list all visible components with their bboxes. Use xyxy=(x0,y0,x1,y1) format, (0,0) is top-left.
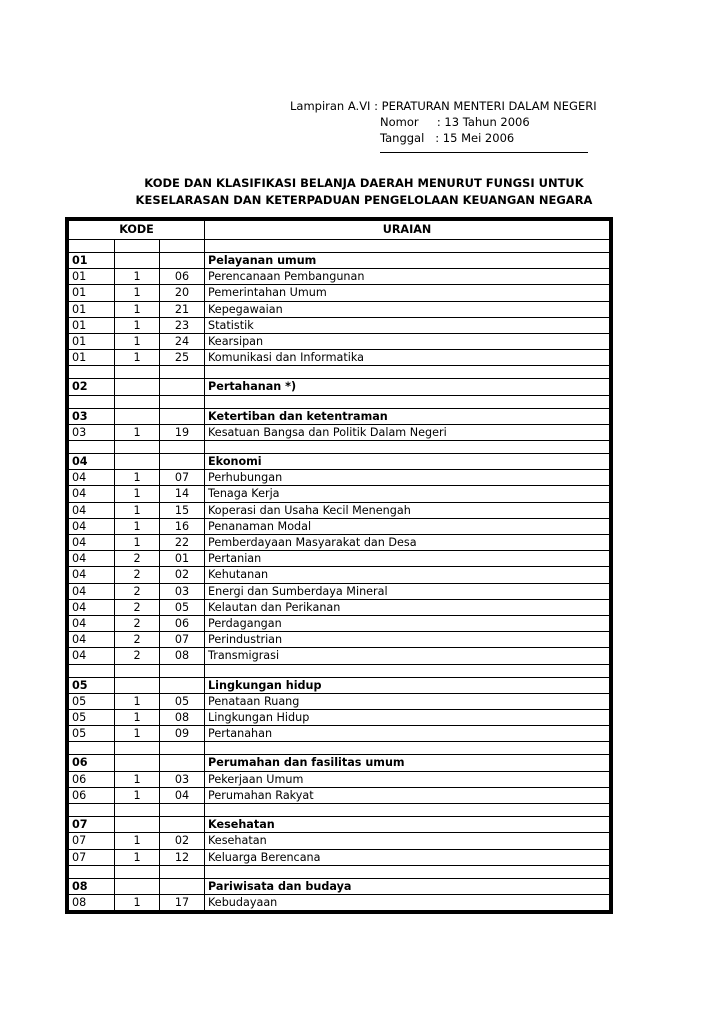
description: Pelayanan umum xyxy=(205,253,610,269)
function-code: 07 xyxy=(69,817,115,833)
table-row xyxy=(69,486,610,502)
spacer-cell xyxy=(115,441,160,454)
spacer-cell xyxy=(115,742,160,755)
detail-code: 19 xyxy=(160,424,205,440)
function-code: 04 xyxy=(69,599,115,615)
table-row xyxy=(69,317,610,333)
description: Pemberdayaan Masyarakat dan Desa xyxy=(205,535,610,551)
description: Transmigrasi xyxy=(205,648,610,664)
description: Pariwisata dan budaya xyxy=(205,878,610,894)
sub-code: 2 xyxy=(115,599,160,615)
detail-code: 22 xyxy=(160,535,205,551)
function-code: 07 xyxy=(69,849,115,865)
function-code: 04 xyxy=(69,535,115,551)
sub-code: 2 xyxy=(115,632,160,648)
description: Perdagangan xyxy=(205,616,610,632)
spacer-cell xyxy=(205,742,610,755)
table-row xyxy=(69,616,610,632)
description: Kesehatan xyxy=(205,817,610,833)
spacer-cell xyxy=(160,664,205,677)
sub-code xyxy=(115,755,160,771)
sub-code: 1 xyxy=(115,833,160,849)
spacer-cell xyxy=(69,366,115,379)
sub-code: 1 xyxy=(115,301,160,317)
description: Perindustrian xyxy=(205,632,610,648)
description: Perhubungan xyxy=(205,470,610,486)
function-code: 01 xyxy=(69,269,115,285)
sub-code xyxy=(115,253,160,269)
detail-code: 16 xyxy=(160,518,205,534)
function-row xyxy=(69,755,610,771)
detail-code: 08 xyxy=(160,648,205,664)
function-code: 08 xyxy=(69,878,115,894)
spacer-cell xyxy=(69,742,115,755)
regulation-number: Nomor : 13 Tahun 2006 xyxy=(380,115,530,129)
sub-code: 2 xyxy=(115,648,160,664)
detail-code xyxy=(160,408,205,424)
function-code: 04 xyxy=(69,632,115,648)
spacer-row xyxy=(69,742,610,755)
document-title-line2: KESELARASAN DAN KETERPADUAN PENGELOLAAN KEUANGAN NEGARA xyxy=(135,193,593,207)
spacer-cell xyxy=(205,664,610,677)
description: Lingkungan Hidup xyxy=(205,710,610,726)
detail-code: 23 xyxy=(160,317,205,333)
detail-code: 03 xyxy=(160,583,205,599)
function-code: 04 xyxy=(69,616,115,632)
description: Kesatuan Bangsa dan Politik Dalam Negeri xyxy=(205,424,610,440)
spacer-cell xyxy=(205,395,610,408)
function-code: 04 xyxy=(69,502,115,518)
description: Statistik xyxy=(205,317,610,333)
detail-code: 06 xyxy=(160,616,205,632)
description: Kebudayaan xyxy=(205,894,610,910)
description: Kesehatan xyxy=(205,833,610,849)
function-code: 06 xyxy=(69,771,115,787)
detail-code: 24 xyxy=(160,334,205,350)
sub-code: 1 xyxy=(115,350,160,366)
table-row xyxy=(69,518,610,534)
detail-code: 12 xyxy=(160,849,205,865)
detail-code xyxy=(160,253,205,269)
detail-code: 15 xyxy=(160,502,205,518)
classification-table xyxy=(65,217,613,914)
header-underline xyxy=(380,152,588,153)
table-row xyxy=(69,535,610,551)
function-code: 01 xyxy=(69,285,115,301)
table-row xyxy=(69,567,610,583)
function-code: 05 xyxy=(69,710,115,726)
function-row xyxy=(69,878,610,894)
detail-code: 04 xyxy=(160,787,205,803)
sub-code: 2 xyxy=(115,616,160,632)
spacer-cell xyxy=(69,395,115,408)
description: Keluarga Berencana xyxy=(205,849,610,865)
detail-code: 09 xyxy=(160,726,205,742)
sub-code: 1 xyxy=(115,470,160,486)
table-row xyxy=(69,849,610,865)
sub-code: 1 xyxy=(115,486,160,502)
function-code: 01 xyxy=(69,317,115,333)
function-code: 01 xyxy=(69,350,115,366)
spacer-row xyxy=(69,395,610,408)
table-row xyxy=(69,285,610,301)
spacer-cell xyxy=(205,804,610,817)
spacer-cell xyxy=(115,366,160,379)
sub-code xyxy=(115,677,160,693)
detail-code xyxy=(160,677,205,693)
detail-code xyxy=(160,379,205,395)
sub-code xyxy=(115,878,160,894)
sub-code: 2 xyxy=(115,551,160,567)
function-code: 05 xyxy=(69,677,115,693)
spacer-cell xyxy=(205,441,610,454)
sub-code: 1 xyxy=(115,334,160,350)
description: Kearsipan xyxy=(205,334,610,350)
table-row xyxy=(69,301,610,317)
sub-code: 1 xyxy=(115,849,160,865)
function-code: 06 xyxy=(69,787,115,803)
table-body xyxy=(69,221,610,911)
description: Perumahan dan fasilitas umum xyxy=(205,755,610,771)
function-code: 08 xyxy=(69,894,115,910)
detail-code: 07 xyxy=(160,632,205,648)
sub-code: 1 xyxy=(115,535,160,551)
function-code: 04 xyxy=(69,486,115,502)
sub-code xyxy=(115,454,160,470)
description: Perumahan Rakyat xyxy=(205,787,610,803)
table-row xyxy=(69,693,610,709)
spacer-cell xyxy=(69,441,115,454)
sub-code: 1 xyxy=(115,269,160,285)
spacer-cell xyxy=(115,664,160,677)
description: Energi dan Sumberdaya Mineral xyxy=(205,583,610,599)
detail-code: 06 xyxy=(160,269,205,285)
spacer-cell xyxy=(115,865,160,878)
detail-code: 05 xyxy=(160,693,205,709)
description: Pertanahan xyxy=(205,726,610,742)
function-code: 01 xyxy=(69,253,115,269)
spacer-cell xyxy=(115,804,160,817)
detail-code: 02 xyxy=(160,833,205,849)
sub-code: 2 xyxy=(115,567,160,583)
table-row xyxy=(69,470,610,486)
spacer-cell xyxy=(115,395,160,408)
sub-code: 1 xyxy=(115,787,160,803)
spacer-row xyxy=(69,865,610,878)
spacer-cell xyxy=(205,865,610,878)
function-code: 01 xyxy=(69,334,115,350)
detail-code xyxy=(160,755,205,771)
document-title-line1: KODE DAN KLASIFIKASI BELANJA DAERAH MENURUT FUNGSI UNTUK xyxy=(144,176,584,190)
function-code: 04 xyxy=(69,454,115,470)
function-row xyxy=(69,379,610,395)
spacer-row xyxy=(69,240,610,253)
function-row xyxy=(69,408,610,424)
detail-code: 08 xyxy=(160,710,205,726)
table-row xyxy=(69,632,610,648)
table-row xyxy=(69,551,610,567)
detail-code xyxy=(160,817,205,833)
description: Koperasi dan Usaha Kecil Menengah xyxy=(205,502,610,518)
sub-code: 1 xyxy=(115,693,160,709)
description: Pemerintahan Umum xyxy=(205,285,610,301)
table-row xyxy=(69,833,610,849)
spacer-cell xyxy=(69,240,115,253)
table-row xyxy=(69,648,610,664)
table-row xyxy=(69,726,610,742)
table-row xyxy=(69,269,610,285)
table-row xyxy=(69,599,610,615)
sub-code: 1 xyxy=(115,710,160,726)
description: Ketertiban dan ketentraman xyxy=(205,408,610,424)
description: Kelautan dan Perikanan xyxy=(205,599,610,615)
sub-code: 1 xyxy=(115,317,160,333)
sub-code: 1 xyxy=(115,502,160,518)
function-code: 06 xyxy=(69,755,115,771)
function-code: 04 xyxy=(69,648,115,664)
function-code: 03 xyxy=(69,424,115,440)
function-code: 07 xyxy=(69,833,115,849)
detail-code: 05 xyxy=(160,599,205,615)
sub-code: 1 xyxy=(115,726,160,742)
description: Ekonomi xyxy=(205,454,610,470)
description: Kepegawaian xyxy=(205,301,610,317)
detail-code: 20 xyxy=(160,285,205,301)
spacer-cell xyxy=(160,441,205,454)
description: Pertanian xyxy=(205,551,610,567)
kode-header: KODE xyxy=(69,221,205,240)
spacer-cell xyxy=(69,865,115,878)
detail-code: 21 xyxy=(160,301,205,317)
spacer-cell xyxy=(69,664,115,677)
function-code: 05 xyxy=(69,726,115,742)
function-code: 03 xyxy=(69,408,115,424)
description: Pekerjaan Umum xyxy=(205,771,610,787)
table-row xyxy=(69,787,610,803)
table-row xyxy=(69,710,610,726)
spacer-cell xyxy=(160,240,205,253)
sub-code xyxy=(115,408,160,424)
attachment-label: Lampiran A.VI : PERATURAN MENTERI DALAM NEGERI xyxy=(290,99,597,113)
sub-code: 1 xyxy=(115,771,160,787)
spacer-row xyxy=(69,664,610,677)
table-row xyxy=(69,350,610,366)
spacer-cell xyxy=(69,804,115,817)
function-code: 01 xyxy=(69,301,115,317)
sub-code: 1 xyxy=(115,424,160,440)
spacer-cell xyxy=(160,804,205,817)
detail-code: 07 xyxy=(160,470,205,486)
function-row xyxy=(69,454,610,470)
function-code: 04 xyxy=(69,518,115,534)
description: Penanaman Modal xyxy=(205,518,610,534)
sub-code: 1 xyxy=(115,894,160,910)
detail-code: 03 xyxy=(160,771,205,787)
spacer-row xyxy=(69,366,610,379)
function-code: 04 xyxy=(69,470,115,486)
detail-code xyxy=(160,454,205,470)
description: Lingkungan hidup xyxy=(205,677,610,693)
function-row xyxy=(69,253,610,269)
function-code: 04 xyxy=(69,567,115,583)
sub-code: 1 xyxy=(115,518,160,534)
spacer-row xyxy=(69,441,610,454)
spacer-cell xyxy=(160,865,205,878)
spacer-cell xyxy=(160,395,205,408)
table-header-row xyxy=(69,221,610,240)
detail-code: 17 xyxy=(160,894,205,910)
spacer-row xyxy=(69,804,610,817)
function-code: 04 xyxy=(69,583,115,599)
detail-code: 02 xyxy=(160,567,205,583)
detail-code: 01 xyxy=(160,551,205,567)
description: Perencanaan Pembangunan xyxy=(205,269,610,285)
regulation-date: Tanggal : 15 Mei 2006 xyxy=(380,131,515,145)
function-row xyxy=(69,677,610,693)
function-code: 02 xyxy=(69,379,115,395)
table-row xyxy=(69,502,610,518)
sub-code: 1 xyxy=(115,285,160,301)
spacer-cell xyxy=(160,742,205,755)
description: Kehutanan xyxy=(205,567,610,583)
sub-code xyxy=(115,379,160,395)
sub-code xyxy=(115,817,160,833)
function-row xyxy=(69,817,610,833)
description: Penataan Ruang xyxy=(205,693,610,709)
description: Tenaga Kerja xyxy=(205,486,610,502)
function-code: 04 xyxy=(69,551,115,567)
detail-code: 14 xyxy=(160,486,205,502)
function-code: 05 xyxy=(69,693,115,709)
spacer-cell xyxy=(115,240,160,253)
table-row xyxy=(69,894,610,910)
table-row xyxy=(69,334,610,350)
description: Komunikasi dan Informatika xyxy=(205,350,610,366)
table-row xyxy=(69,424,610,440)
description: Pertahanan *) xyxy=(205,379,610,395)
table-row xyxy=(69,771,610,787)
spacer-cell xyxy=(205,366,610,379)
uraian-header: URAIAN xyxy=(205,221,610,240)
detail-code: 25 xyxy=(160,350,205,366)
detail-code xyxy=(160,878,205,894)
table-row xyxy=(69,583,610,599)
spacer-cell xyxy=(160,366,205,379)
sub-code: 2 xyxy=(115,583,160,599)
spacer-cell xyxy=(205,240,610,253)
